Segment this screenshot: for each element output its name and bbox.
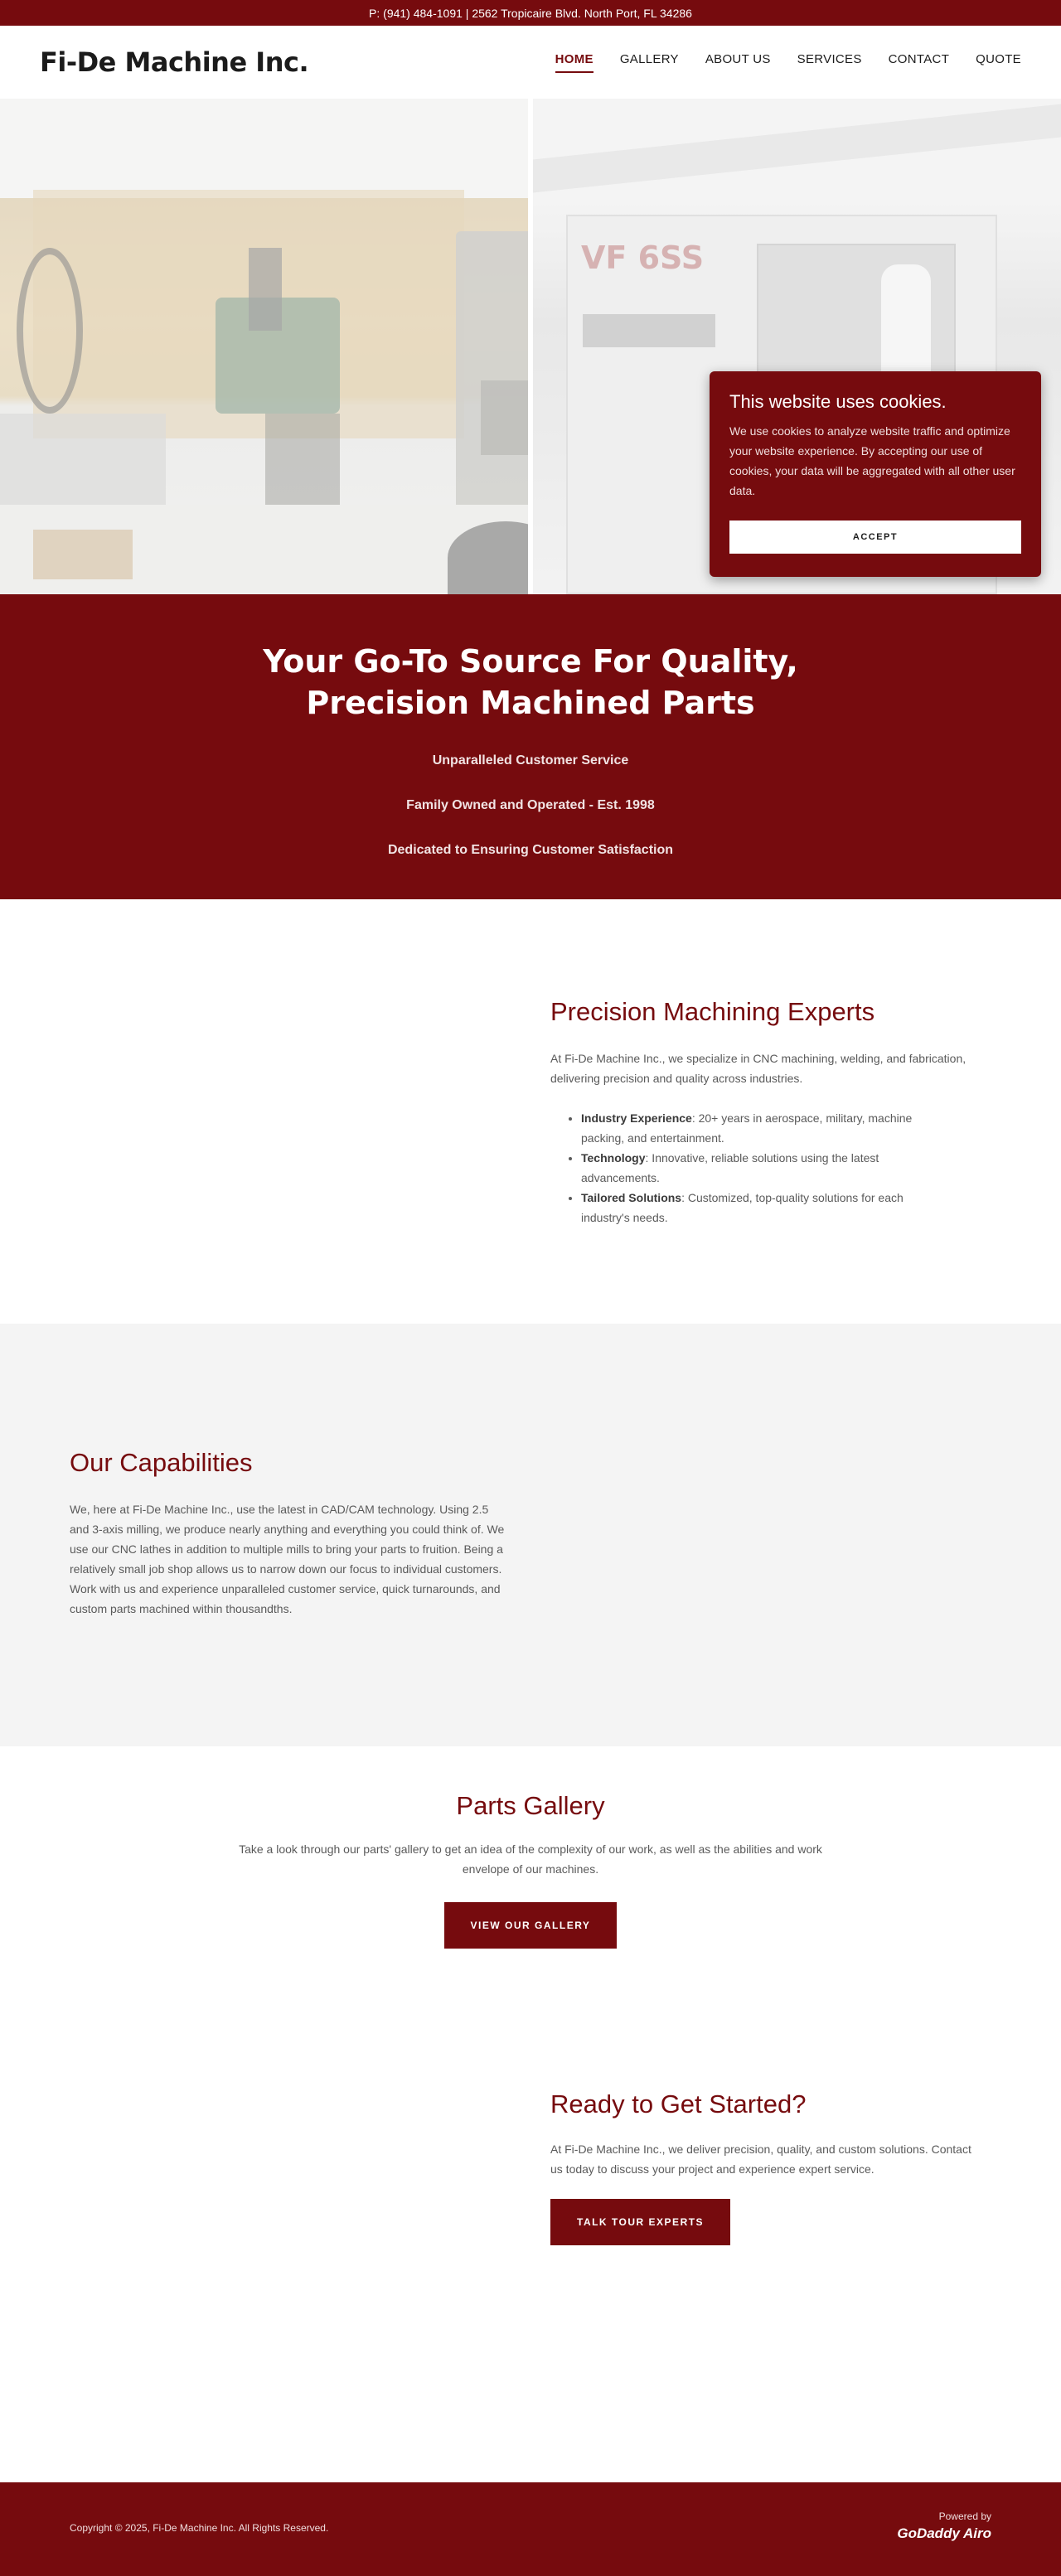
- list-item-text: : 20+ years in aerospace, military, machine packing, and entertainment.: [581, 1111, 913, 1145]
- godaddy-airo-logo: GoDaddy Airo: [897, 2525, 991, 2541]
- tagline-service: Unparalleled Customer Service: [432, 753, 629, 767]
- capabilities-section: [0, 1324, 1061, 1746]
- list-item-text: : Customized, top-quality solutions for each industry's needs.: [581, 1191, 904, 1224]
- nav-contact[interactable]: CONTACT: [888, 51, 950, 66]
- precision-list: [550, 1108, 998, 1227]
- capabilities-title: Our Capabilities: [70, 1448, 253, 1477]
- list-item: [581, 1148, 946, 1188]
- talk-experts-button[interactable]: TALK TOUR EXPERTS: [550, 2199, 730, 2245]
- cookie-title: This website uses cookies.: [729, 391, 947, 412]
- copyright-text: Copyright © 2025, Fi-De Machine Inc. All Rights Reserved.: [70, 2522, 329, 2534]
- gallery-title: Parts Gallery: [456, 1791, 605, 1820]
- ready-title: Ready to Get Started?: [550, 2089, 807, 2118]
- site-footer: [0, 2482, 1061, 2576]
- nav-services[interactable]: SERVICES: [797, 51, 862, 66]
- list-item: [581, 1188, 946, 1227]
- accept-cookies-button[interactable]: ACCEPT: [729, 521, 1021, 554]
- list-item-text: : Innovative, reliable solutions using the latest advancements.: [581, 1151, 879, 1184]
- list-item-label: Tailored Solutions: [581, 1191, 682, 1204]
- tagline-section: [0, 594, 1061, 899]
- nav-gallery[interactable]: GALLERY: [619, 51, 679, 66]
- site-header: [0, 26, 1061, 99]
- ready-section: [0, 2036, 1061, 2482]
- precision-section: [0, 899, 1061, 1324]
- ready-text: At Fi-De Machine Inc., we deliver precision, quality, and custom solutions. Contact us today to discuss your project and experience expert service.: [550, 2143, 971, 2176]
- nav-about-us[interactable]: ABOUT US: [705, 51, 771, 66]
- main-nav: [555, 52, 1021, 73]
- capabilities-text: We, here at Fi-De Machine Inc., use the latest in CAD/CAM technology. Using 2.5 and 3-axis milling, we produce nearly anything and everything you could think of. We use our CNC lathes in addition to multiple mills to bring your parts to fruition. Being a relatively small job shop allows us to narrow down our focus to individual customers. Work with us and experience unparalleled customer service, quick turnarounds, and custom parts machined within thousandths.: [70, 1503, 505, 1615]
- cookie-body: We use cookies to analyze website traffic and optimize your website experience. By accepting our use of cookies, your data will be aggregated with all other user data.: [729, 424, 1015, 497]
- precision-intro: At Fi-De Machine Inc., we specialize in CNC machining, welding, and fabrication, delivering precision and quality across industries.: [550, 1052, 967, 1085]
- tagline-satisfaction: Dedicated to Ensuring Customer Satisfaction: [387, 843, 674, 857]
- site-logo[interactable]: Fi-De Machine Inc.: [40, 46, 309, 78]
- cookie-consent-dialog: [710, 371, 1041, 577]
- powered-by[interactable]: [897, 2511, 991, 2542]
- nav-quote[interactable]: QUOTE: [976, 51, 1021, 66]
- gallery-section: [0, 1746, 1061, 2036]
- view-gallery-button[interactable]: VIEW OUR GALLERY: [444, 1902, 618, 1949]
- gallery-text: Take a look through our parts' gallery to get an idea of the complexity of our work, as well as the abilities and work envelope of our machines.: [239, 1842, 822, 1876]
- nav-home[interactable]: HOME: [555, 52, 593, 73]
- tagline-family-owned: Family Owned and Operated - Est. 1998: [406, 798, 655, 812]
- list-item-label: Industry Experience: [581, 1111, 692, 1125]
- precision-title: Precision Machining Experts: [550, 997, 875, 1026]
- workshop-machines-photo: [0, 99, 528, 594]
- list-item: [581, 1108, 946, 1148]
- machine-model-label: VF 6SS: [581, 240, 705, 276]
- powered-by-label: Powered by: [938, 2511, 991, 2522]
- contact-info-text: P: (941) 484-1091 | 2562 Tropicaire Blvd. North Port, FL 34286: [369, 6, 692, 20]
- hero-heading-line1: Your Go-To Source For Quality,: [263, 643, 798, 680]
- top-contact-bar: [0, 0, 1061, 26]
- hero-heading-line2: Precision Machined Parts: [306, 685, 755, 721]
- hero-heading: [0, 641, 1061, 724]
- list-item-label: Technology: [581, 1151, 646, 1165]
